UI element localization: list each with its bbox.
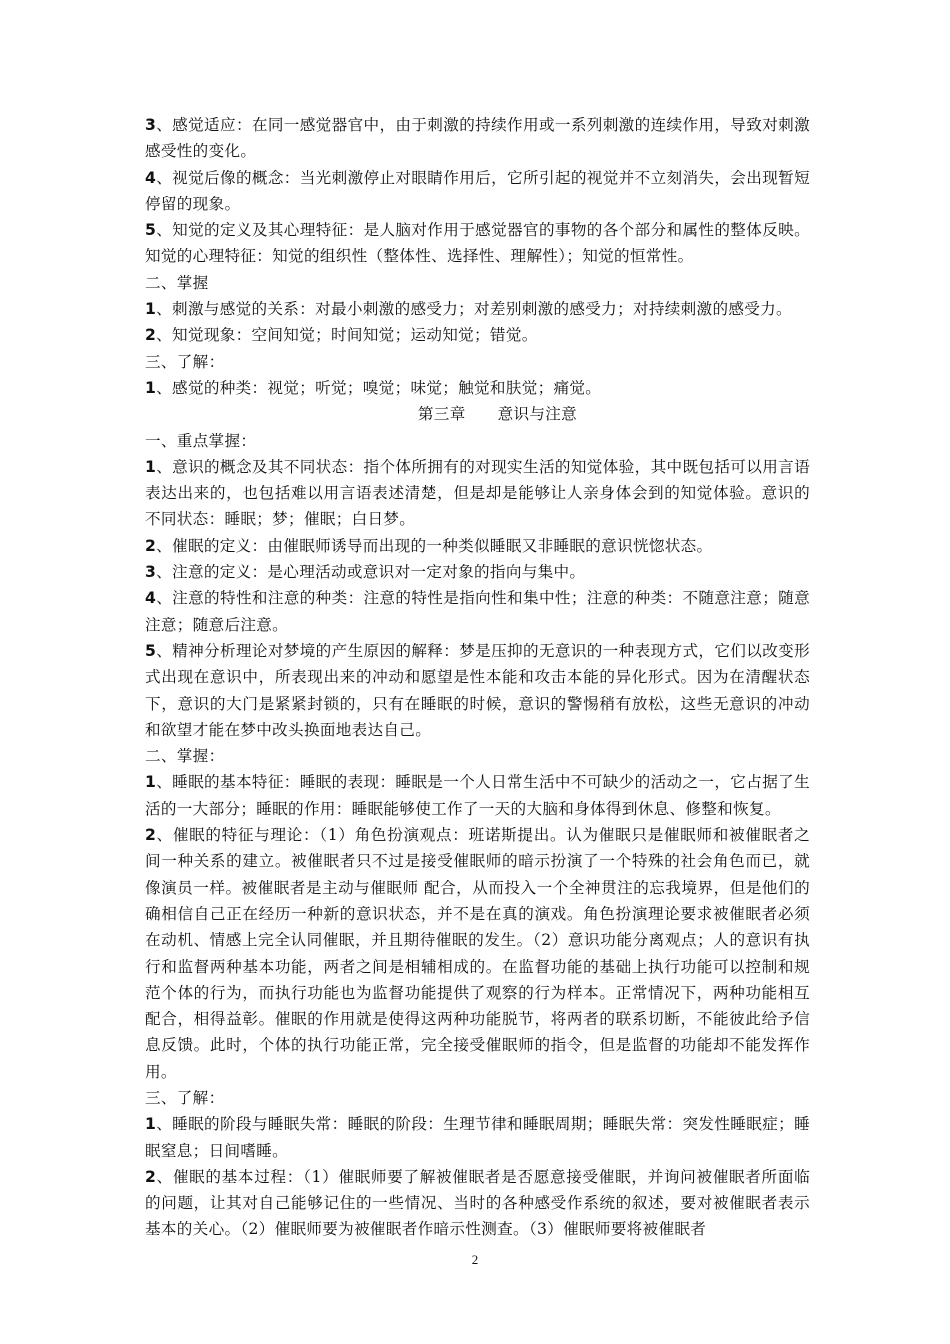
paragraph-text: 、视觉后像的概念：当光刺激停止对眼睛作用后，它所引起的视觉并不立刻消失，会出现暂短停留的现象。 xyxy=(145,168,810,213)
section-heading xyxy=(145,428,810,454)
item-number: 2 xyxy=(145,1167,157,1186)
item-number: 1 xyxy=(145,378,157,397)
paragraph-text: 、知觉现象：空间知觉；时间知觉；运动知觉；错觉。 xyxy=(156,326,538,345)
paragraph xyxy=(145,559,810,585)
paragraph-text: 、催眠的特征与理论：（1）角色扮演观点：班诺斯提出。认为催眠只是催眠师和被催眠者之间一种关系的建立。被催眠者只不过是接受催眠师的暗示扮演了一个特殊的社会角色而已，就像演员一样。被催眠者是主动与催眠师 配合，从而投入一个全神贯注的忘我境界，但是他们的确相信自己正在经历一种新的意识状态，并不是在真的演戏。角色扮演理论要求被催眠者必须在动机、情感上完全认同催眠，并且期待催眠的发生。（2）意识功能分离观点；人的意识有执行和监督两种基本功能，两者之间是相辅相成的。在监督功能的基础上执行功能可以控制和规范个体的行为，而执行功能也为监督功能提供了观察的行为样本。正常情况下，两种功能相互配合，相得益彰。催眠的作用就是使得这两种功能脱节，将两者的联系切断，不能彼此给予信息反馈。此时，个体的执行功能正常，完全接受催眠师的指令，但是监督的功能却不能发挥作用。 xyxy=(145,826,810,1081)
paragraph-text: 、催眠的基本过程：（1）催眠师要了解被催眠者是否愿意接受催眠，并询问被催眠者所面临的问题，让其对自己能够记住的一些情况、当时的各种感受作系统的叙述，要对被催眠者表示基本的关心。（2）催眠师要为被催眠者作暗示性测查。（3）催眠师要将被催眠者 xyxy=(145,1167,810,1239)
chapter-title xyxy=(145,401,810,427)
paragraph xyxy=(145,296,810,322)
heading-text: 二、掌握： xyxy=(145,747,225,766)
heading-text: 一、重点掌握： xyxy=(145,431,257,450)
item-number: 5 xyxy=(145,221,157,240)
item-number: 4 xyxy=(145,168,157,187)
paragraph-text: 、感觉的种类：视觉；听觉；嗅觉；味觉；触觉和肤觉；痛觉。 xyxy=(156,378,602,397)
item-number: 2 xyxy=(145,536,157,555)
chapter-name: 意识与注意 xyxy=(497,405,578,424)
section-top xyxy=(145,112,810,401)
heading-text: 二、掌握 xyxy=(145,273,209,292)
paragraph xyxy=(145,769,810,822)
item-number: 2 xyxy=(145,326,157,345)
paragraph xyxy=(145,165,810,218)
document-body xyxy=(145,112,810,1243)
paragraph xyxy=(145,112,810,165)
paragraph xyxy=(145,322,810,348)
paragraph xyxy=(145,217,810,270)
paragraph xyxy=(145,1111,810,1164)
paragraph xyxy=(145,1164,810,1243)
item-number: 1 xyxy=(145,457,157,476)
section-heading xyxy=(145,349,810,375)
chapter-number: 第三章 xyxy=(417,405,466,424)
item-number: 2 xyxy=(145,826,157,845)
heading-text: 三、了解： xyxy=(145,352,225,371)
paragraph xyxy=(145,454,810,533)
paragraph-text: 、精神分析理论对梦境的产生原因的解释：梦是压抑的无意识的一种表现方式，它们以改变形式出现在意识中，所表现出来的冲动和愿望是性本能和攻击本能的异化形式。因为在清醒状态下，意识的大门是紧紧封锁的，只有在睡眠的时候，意识的警惕稍有放松，这些无意识的冲动和欲望才能在梦中改头换面地表达自己。 xyxy=(145,641,810,739)
item-number: 5 xyxy=(145,641,157,660)
paragraph-text: 、睡眠的阶段与睡眠失常：睡眠的阶段：生理节律和睡眠周期；睡眠失常：突发性睡眠症；睡眠窒息；日间嗜睡。 xyxy=(145,1115,810,1160)
page-number: 2 xyxy=(471,1252,479,1267)
paragraph xyxy=(145,533,810,559)
paragraph-text: 、睡眠的基本特征：睡眠的表现：睡眠是一个人日常生活中不可缺少的活动之一，它占据了生活的一大部分；睡眠的作用：睡眠能够使工作了一天的大脑和身体得到休息、修整和恢复。 xyxy=(145,773,810,818)
heading-text: 三、了解： xyxy=(145,1088,225,1107)
paragraph xyxy=(145,375,810,401)
paragraph xyxy=(145,638,810,743)
item-number: 3 xyxy=(145,563,157,582)
paragraph xyxy=(145,585,810,638)
item-number: 1 xyxy=(145,300,157,319)
section-chapter-3 xyxy=(145,428,810,1243)
section-heading xyxy=(145,743,810,769)
item-number: 4 xyxy=(145,589,157,608)
item-number: 1 xyxy=(145,1115,157,1134)
paragraph-text: 、感觉适应：在同一感觉器官中，由于刺激的持续作用或一系列刺激的连续作用，导致对刺激感受性的变化。 xyxy=(145,116,810,161)
paragraph xyxy=(145,822,810,1085)
paragraph-text: 、催眠的定义：由催眠师诱导而出现的一种类似睡眠又非睡眠的意识恍惚状态。 xyxy=(156,536,713,555)
item-number: 3 xyxy=(145,116,157,134)
paragraph-text: 、刺激与感觉的关系：对最小刺激的感受力；对差别刺激的感受力；对持续刺激的感受力。 xyxy=(156,300,792,319)
section-heading xyxy=(145,1085,810,1111)
paragraph-text: 、注意的特性和注意的种类：注意的特性是指向性和集中性；注意的种类：不随意注意；随意注意；随意后注意。 xyxy=(145,589,810,634)
paragraph-text: 、意识的概念及其不同状态：指个体所拥有的对现实生活的知觉体验，其中既包括可以用言语表达出来的，也包括难以用言语表述清楚，但是却是能够让人亲身体会到的知觉体验。意识的不同状态：睡眠；梦；催眠；白日梦。 xyxy=(145,457,810,529)
paragraph-text: 、知觉的定义及其心理特征：是人脑对作用于感觉器官的事物的各个部分和属性的整体反映。知觉的心理特征：知觉的组织性（整体性、选择性、理解性）；知觉的恒常性。 xyxy=(145,221,810,266)
item-number: 1 xyxy=(145,773,157,792)
section-heading xyxy=(145,270,810,296)
paragraph-text: 、注意的定义：是心理活动或意识对一定对象的指向与集中。 xyxy=(156,563,586,582)
